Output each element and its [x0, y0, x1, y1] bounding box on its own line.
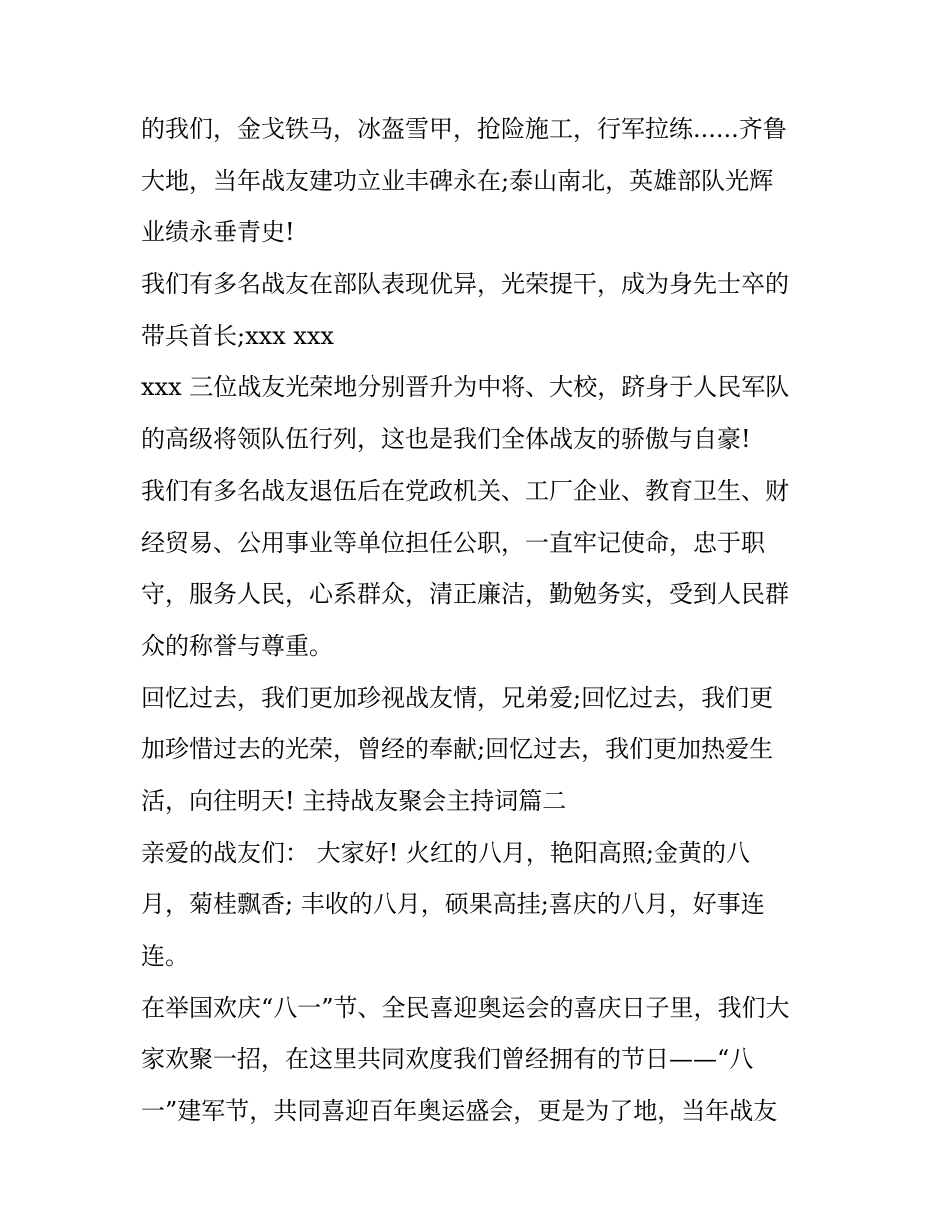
- text-line: 亲爱的战友们： 大家好! 火红的八月，艳阳高照;金黄的八: [141, 838, 750, 867]
- text-line: 家欢聚一招，在这里共同欢度我们曾经拥有的节日——“八: [141, 1045, 754, 1074]
- text-line: 守，服务人民，心系群众，清正廉洁，勤勉务实，受到人民群: [141, 580, 789, 609]
- text-line: 业绩永垂青史!: [141, 218, 295, 247]
- text-line: 月，菊桂飘香; 丰收的八月，硕果高挂;喜庆的八月，好事连: [141, 890, 765, 919]
- text-line: xxx 三位战友光荣地分别晋升为中将、大校，跻身于人民军队: [141, 373, 790, 402]
- text-line: 经贸易、公用事业等单位担任公职，一直牢记使命，忠于职: [141, 528, 765, 557]
- document-body: [141, 104, 821, 1138]
- text-line: 的我们，金戈铁马，冰盔雪甲，抢险施工，行军拉练......齐鲁: [141, 115, 787, 143]
- text-line: 带兵首长;xxx xxx: [141, 321, 334, 350]
- text-line: 活，向往明天! 主持战友聚会主持词篇二: [141, 786, 567, 815]
- text-line: 众的称誉与尊重。: [141, 631, 333, 660]
- text-line: 我们有多名战友在部队表现优异，光荣提干，成为身先士卒的: [141, 270, 789, 299]
- text-line: 一”建军节，共同喜迎百年奥运盛会，更是为了地，当年战友: [141, 1097, 778, 1126]
- text-line: 的高级将领队伍行列，这也是我们全体战友的骄傲与自豪!: [141, 425, 751, 454]
- text-line: 在举国欢庆“八一”节、全民喜迎奥运会的喜庆日子里，我们大: [141, 993, 790, 1022]
- text-line: 回忆过去，我们更加珍视战友情，兄弟爱;回忆过去，我们更: [141, 683, 774, 712]
- text-line: 我们有多名战友退伍后在党政机关、工厂企业、教育卫生、财: [141, 476, 789, 505]
- text-line: 加珍惜过去的光荣，曾经的奉献;回忆过去，我们更加热爱生: [141, 735, 774, 764]
- text-line: 连。: [141, 942, 189, 970]
- text-line: 大地，当年战友建功立业丰碑永在;泰山南北，英雄部队光辉: [141, 166, 774, 195]
